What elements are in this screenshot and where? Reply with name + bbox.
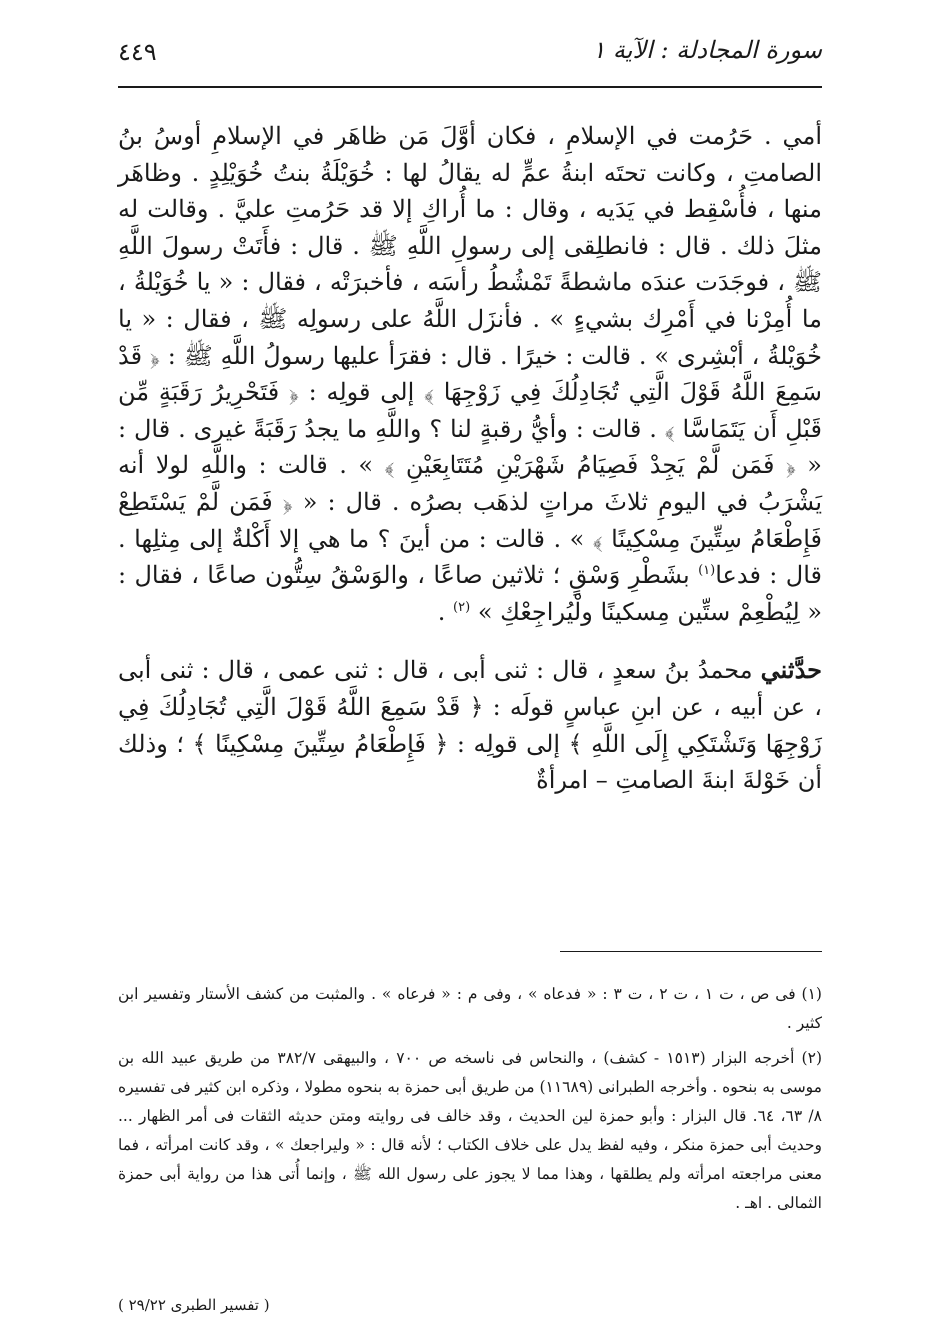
page-number: ٤٤٩	[118, 38, 157, 66]
paragraph-2	[118, 652, 822, 798]
paragraph-2-text: محمدُ بنُ سعدٍ ، قال : ثنى أبى ، قال : ثنى عمى ، قال : ثنى أبى ، عن أبيه ، عن ابنِ عباسٍ قولَه : ﴿ قَدْ سَمِعَ اللَّهُ قَوْلَ الَّتِي تُجَادِلُكَ فِي زَوْجِهَا وَتَشْتَكِي إِلَى اللَّهِ ﴾ إلى قولِه : ﴿ فَإِطْعَامُ سِتِّينَ مِسْكِينًا ﴾ ؛ وذلك أن خَوْلةَ ابنةَ الصامتِ – امرأةٌ	[118, 656, 822, 795]
main-text	[118, 118, 822, 799]
header-divider	[118, 86, 822, 88]
book-reference: ( تفسير الطبرى ٢٩/٢٢ )	[118, 1296, 270, 1314]
narration-opening: حدَّثني	[760, 655, 823, 685]
paragraph-1-text: أمي . حَرُمت في الإسلامِ ، فكان أوَّلَ مَن ظاهَر في الإسلامِ أوسُ بنُ الصامتِ ، وكانت تحتَه ابنةُ عمٍّ له يقالُ لها : خُوَيْلَةُ بنتُ خُوَيْلِدٍ . وظاهَر منها ، فأُسْقِط في يَدَيه ، وقال : ما أُراكِ إلا قد حَرُمتِ عليَّ . وقالت له مثلَ ذلك . قال : فانطلِقى إلى رسولِ اللَّهِ ﷺ . قال : فأَتَتْ رسولَ اللَّهِ ﷺ ، فوجَدَت عندَه ماشطةً تَمْشُطُ رأسَه ، فأخبرَتْه ، فقال : « يا خُوَيْلةُ ، ما أُمِرْنا في أَمْرِك بشيءٍ » . فأنزَل اللَّهُ على رسولِه ﷺ ، فقال : « يا خُوَيْلةُ ، أبْشِرى » . قالت : خيرًا . قال : فقرَأ عليها رسولُ اللَّهِ ﷺ : ﴿ قَدْ سَمِعَ اللَّهُ قَوْلَ الَّتِي تُجَادِلُكَ فِي زَوْجِهَا ﴾ إلى قولِه : ﴿ فَتَحْرِيرُ رَقَبَةٍ مِّن قَبْلِ أَن يَتَمَاسَّا ﴾ . قالت : وأيُّ رقبةٍ لنا ؟ واللَّهِ ما يجدُ رَقَبَةً غيرى . قال : « ﴿ فَمَن لَّمْ يَجِدْ فَصِيَامُ شَهْرَيْنِ مُتَتَابِعَيْنِ ﴾ » . قالت : واللَّهِ لولا أنه يَشْرَبُ في اليومِ ثلاثَ مراتٍ لذهَب بصرُه . قال : « ﴿ فَمَن لَّمْ يَسْتَطِعْ فَإِطْعَامُ سِتِّينَ مِسْكِينًا ﴾ » . قالت : من أينَ ؟ ما هي إلا أَكْلةٌ إلى مِثلِها . قال : فدعا	[118, 122, 823, 590]
footnote-divider	[560, 951, 822, 952]
footnote-2: (٢) أخرجه البزار (١٥١٣ - كشف) ، والنحاس فى ناسخه ص ٧٠٠ ، والبيهقى ٣٨٢/٧ من طريق عبيد الله بن موسى به بنحوه . وأخرجه الطبرانى (١١٦٨٩) من طريق أبى حمزة به بنحوه مطولا ، وذكره ابن كثير فى تفسيره ٨/ ٦٣، ٦٤. قال البزار : وأبو حمزة لين الحديث ، وقد خالف فى روايته ومتن حديثه الثقات فى أمر الظهار ... وحديث أبى حمزة منكر ، وفيه لفظ يدل على خلاف الكتاب ؛ لأنه قال : « وليراجعك » ، وقد كانت امرأته ، فما معنى مراجعته امرأته ولم يطلقها ، وهذا مما لا يجوز على رسول الله ﷺ ، وإنما أُتى هذا من رواية أبى حمزة الثمالى . اهـ .	[118, 1049, 822, 1212]
paragraph-1-end: .	[437, 597, 454, 626]
paragraph-1	[118, 118, 822, 630]
footnote-marker-1: (١)	[698, 563, 716, 579]
footnote-1: (١) فى ص ، ت ١ ، ت ٢ ، ت ٣ : « فدعاه » ، وفى م : « فرعاه » . والمثبت من كشف الأستار وتفسير ابن كثير .	[118, 985, 822, 1032]
surah-title: سورة المجادلة : الآية ١	[592, 36, 822, 64]
footnote-marker-2: (٢)	[453, 599, 471, 615]
footnotes	[118, 980, 822, 1224]
paragraph-1-text-continued: بشَطْرِ وَسْقٍ ؛ ثلاثين صاعًا ، والوَسْقُ سِتُّون صاعًا ، فقال : « لِيُطْعِمْ ستِّين مِسكينًا ولْيُراجِعْكِ »	[118, 561, 822, 626]
page-header	[118, 30, 822, 80]
